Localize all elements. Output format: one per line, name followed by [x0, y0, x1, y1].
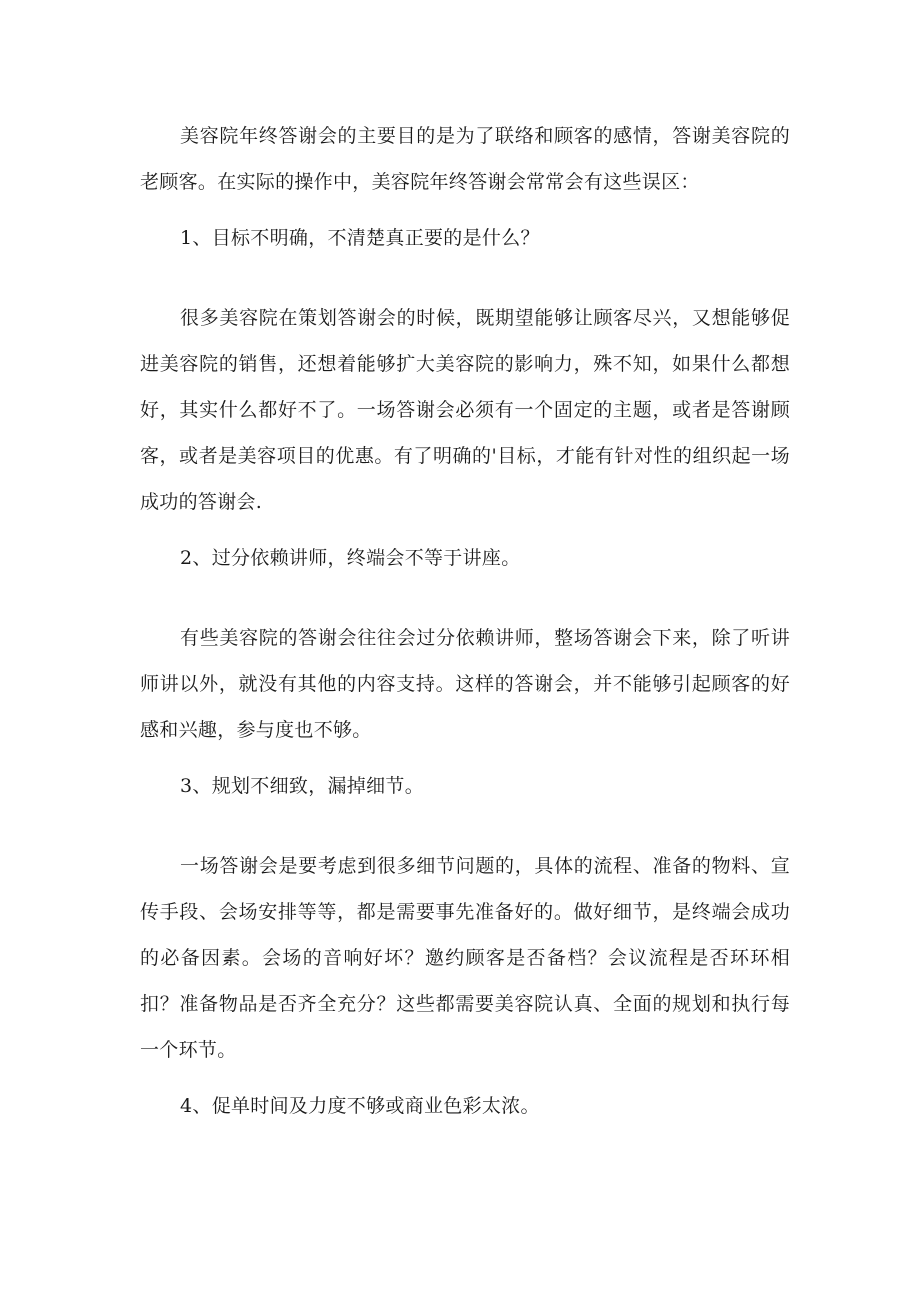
section-3-body: 一场答谢会是要考虑到很多细节问题的，具体的流程、准备的物料、宣传手段、会场安排等等，都是需要事先准备好的。做好细节，是终端会成功的必备因素。会场的音响好坏？邀约顾客是否备档？会议流程是否环环相扣？准备物品是否齐全充分？这些都需要美容院认真、全面的规划和执行每一个环节。 — [140, 855, 790, 1061]
section-2-heading: 2、过分依赖讲师，终端会不等于讲座。 — [180, 547, 521, 569]
section-4-heading: 4、促单时间及力度不够或商业色彩太浓。 — [180, 1095, 540, 1117]
document-body — [140, 113, 790, 1129]
section-3-heading: 3、规划不细致，漏掉细节。 — [180, 775, 424, 797]
section-1-heading: 1、目标不明确，不清楚真正要的是什么？ — [180, 227, 540, 249]
section-2-body: 有些美容院的答谢会往往会过分依赖讲师，整场答谢会下来，除了听讲师讲以外，就没有其他的内容支持。这样的答谢会，并不能够引起顾客的好感和兴趣，参与度也不够。 — [140, 627, 790, 741]
intro-paragraph: 美容院年终答谢会的主要目的是为了联络和顾客的感情，答谢美容院的老顾客。在实际的操作中，美容院年终答谢会常常会有这些误区： — [140, 125, 790, 193]
section-1-body: 很多美容院在策划答谢会的时候，既期望能够让顾客尽兴，又想能够促进美容院的销售，还想着能够扩大美容院的影响力，殊不知，如果什么都想好，其实什么都好不了。一场答谢会必须有一个固定的主题，或者是答谢顾客，或者是美容项目的优惠。有了明确的'目标，才能有针对性的组织起一场成功的答谢会. — [140, 307, 790, 513]
